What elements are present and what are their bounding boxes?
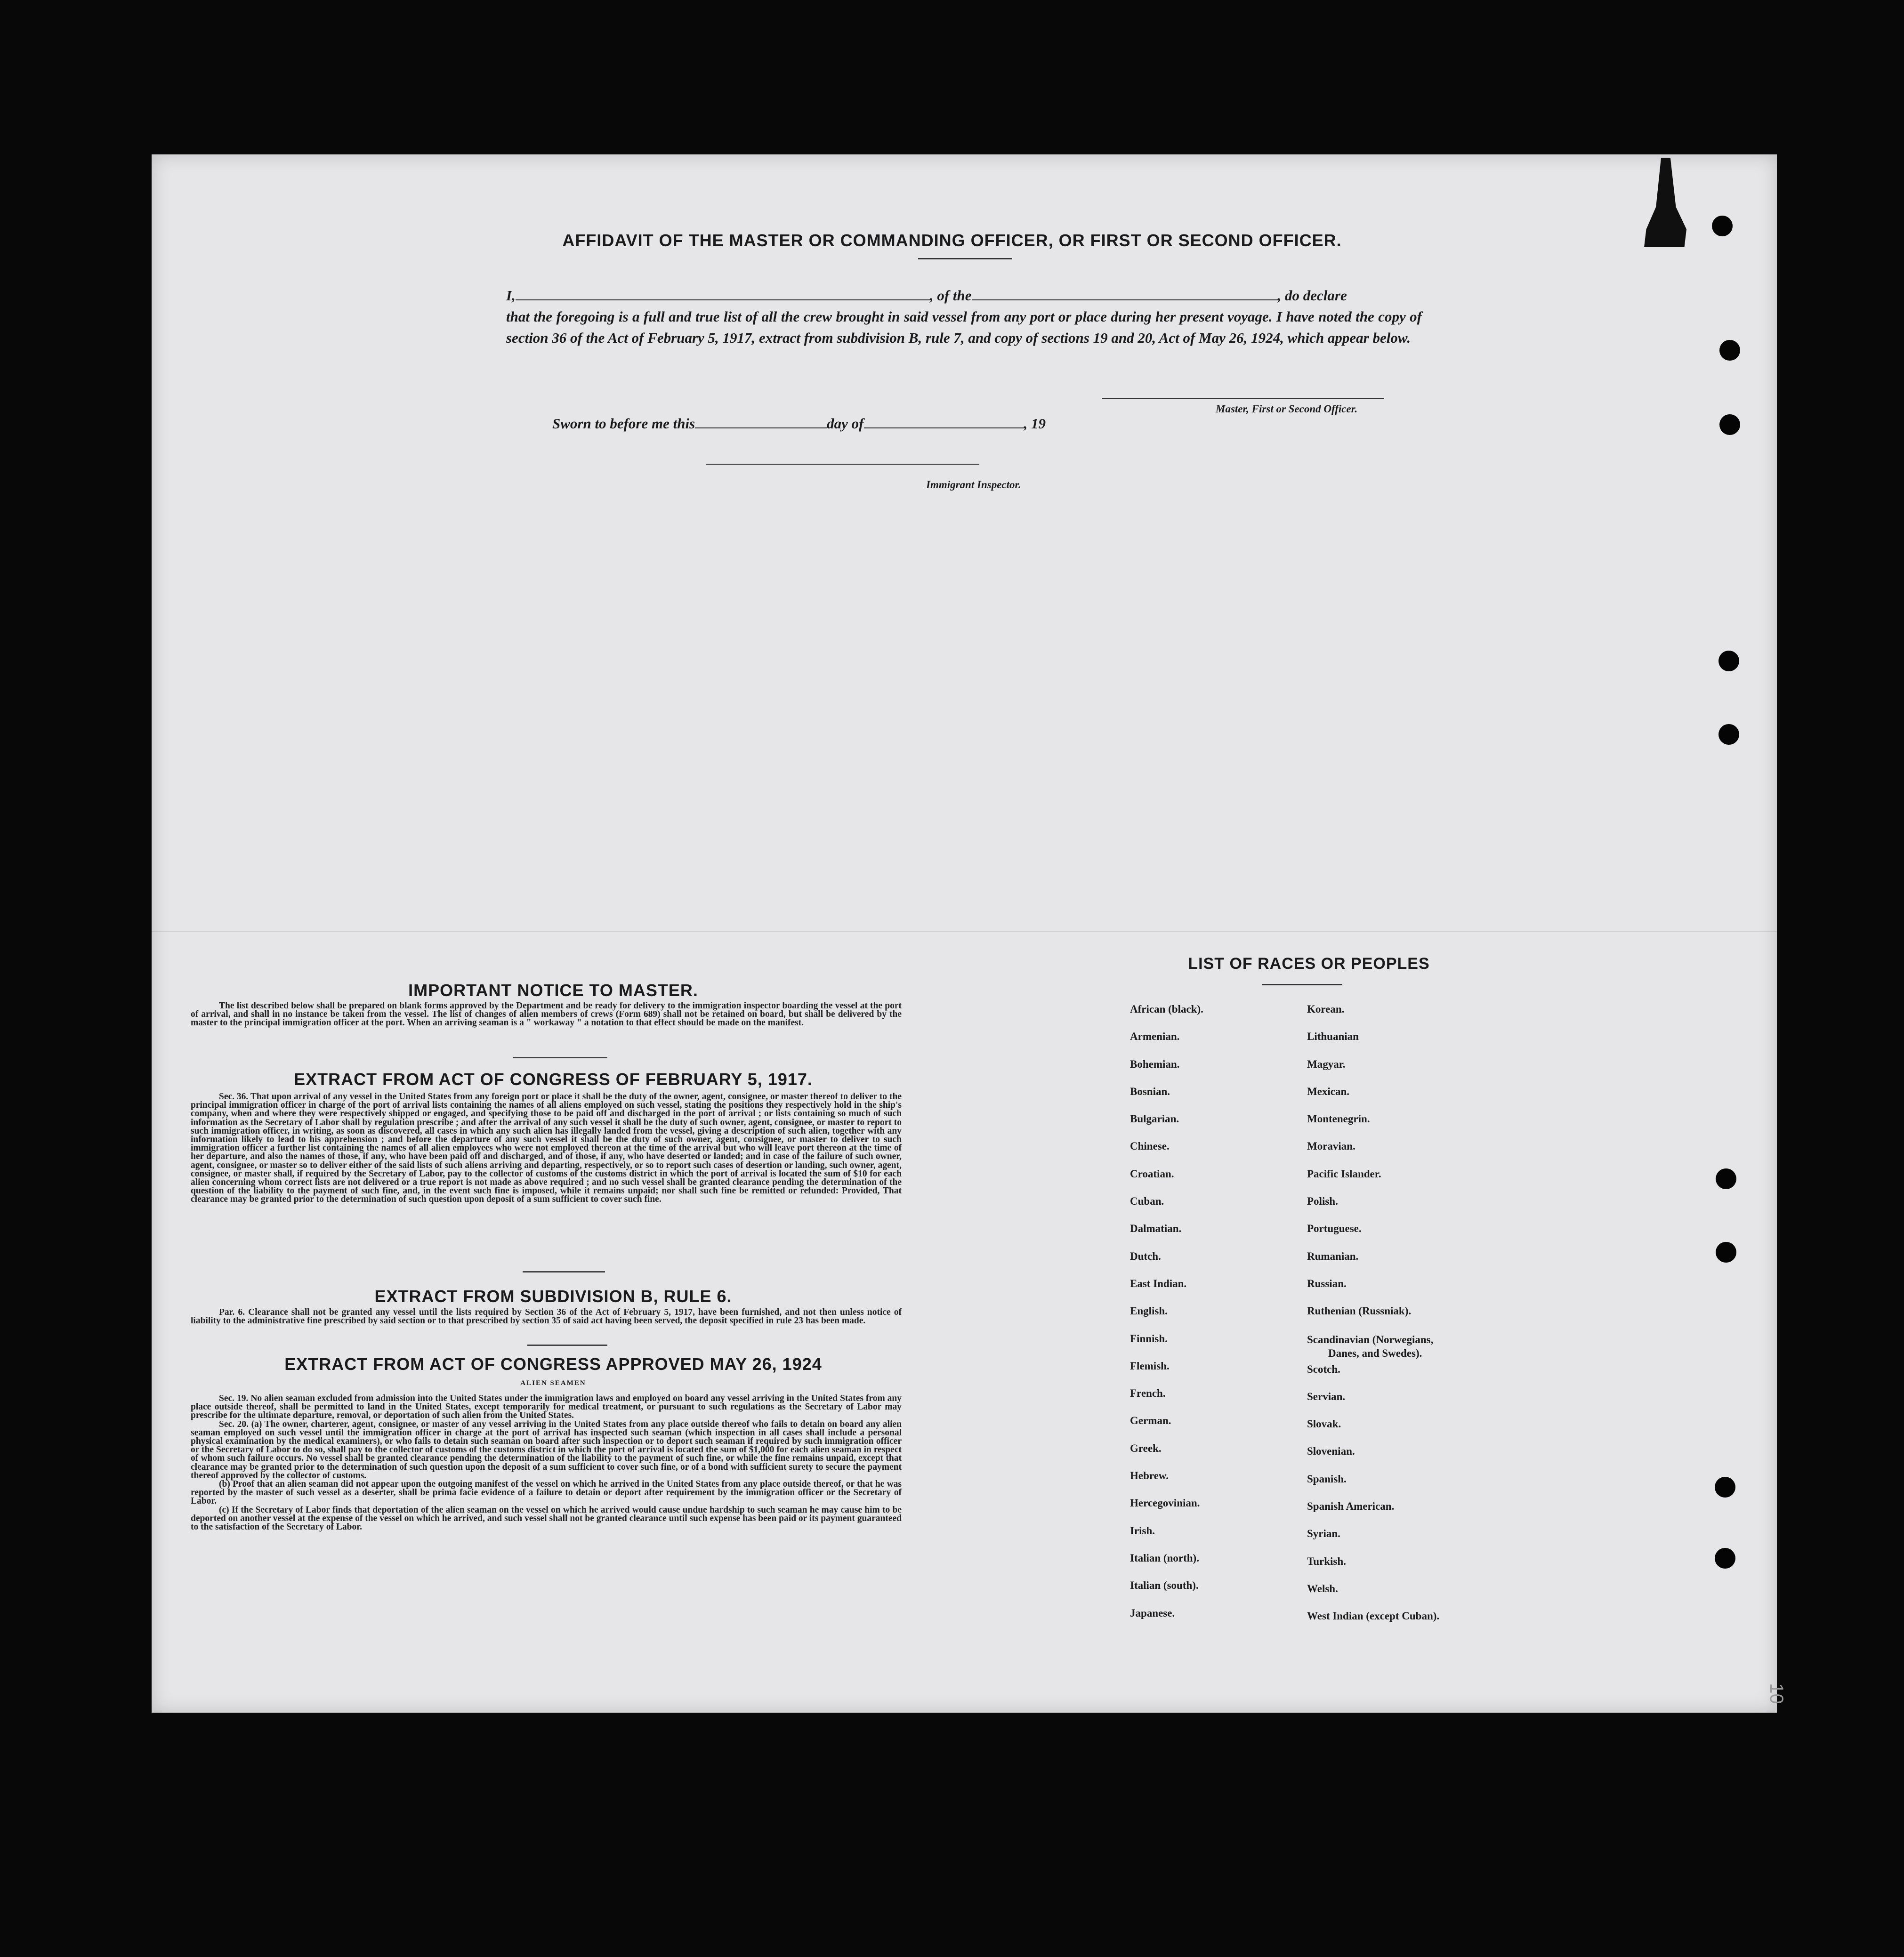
punch-hole bbox=[1719, 414, 1740, 435]
race-item: Mexican. bbox=[1307, 1085, 1350, 1097]
race-item: West Indian (except Cuban). bbox=[1307, 1610, 1440, 1622]
extract-1924-text bbox=[191, 1394, 902, 1531]
race-item-scandinavian-cont: Danes, and Swedes). bbox=[1328, 1347, 1422, 1359]
race-item: Spanish American. bbox=[1307, 1500, 1395, 1513]
race-item: Croatian. bbox=[1130, 1168, 1174, 1180]
punch-hole bbox=[1718, 651, 1739, 671]
affidavit-i-label: I, bbox=[506, 287, 516, 304]
race-item: Italian (north). bbox=[1130, 1552, 1199, 1564]
punch-hole bbox=[1715, 1548, 1735, 1569]
race-item: East Indian. bbox=[1130, 1277, 1187, 1289]
race-item: Russian. bbox=[1307, 1277, 1347, 1289]
race-item-scandinavian: Scandinavian (Norwegians, bbox=[1307, 1333, 1434, 1345]
punch-hole bbox=[1716, 1168, 1736, 1189]
extract-1924-title: EXTRACT FROM ACT OF CONGRESS APPROVED MAY 26, 1924 bbox=[284, 1354, 822, 1374]
race-item: Japanese. bbox=[1130, 1607, 1175, 1619]
affidavit-title: AFFIDAVIT OF THE MASTER OR COMMANDING OFFICER, OR FIRST OR SECOND OFFICER. bbox=[562, 231, 1342, 250]
inspector-signature-line[interactable] bbox=[706, 464, 979, 465]
race-item: Cuban. bbox=[1130, 1195, 1164, 1208]
page-number: 10 bbox=[1766, 1683, 1787, 1704]
sworn-day-blank[interactable] bbox=[695, 416, 827, 428]
race-item: Dalmatian. bbox=[1130, 1223, 1182, 1235]
affidavit-declare-label: , do declare bbox=[1277, 287, 1347, 304]
race-item: Servian. bbox=[1307, 1390, 1346, 1402]
fold-line bbox=[152, 931, 1777, 932]
race-item: African (black). bbox=[1130, 1003, 1203, 1015]
par-6-paragraph: Par. 6. Clearance shall not be granted any vessel until the lists required by Section 36 of the Act of February 5, 1917, have been furnished, and not then unless notice of liability to the administrative fine prescribed by said section or to that prescribed by section 35 of said act having been served, the deposit specified in rule 23 has been made. bbox=[191, 1307, 902, 1326]
race-item: Spanish. bbox=[1307, 1473, 1347, 1485]
notice-title: IMPORTANT NOTICE TO MASTER. bbox=[408, 981, 698, 1000]
race-item: Welsh. bbox=[1307, 1582, 1338, 1595]
race-item: Irish. bbox=[1130, 1524, 1155, 1537]
race-item: Montenegrin. bbox=[1307, 1113, 1370, 1125]
race-item: Greek. bbox=[1130, 1442, 1162, 1454]
race-item: Moravian. bbox=[1307, 1140, 1355, 1152]
race-item: Turkish. bbox=[1307, 1555, 1346, 1567]
race-item: Ruthenian (Russniak). bbox=[1307, 1305, 1412, 1317]
races-title-rule bbox=[1262, 984, 1342, 985]
race-item: Magyar. bbox=[1307, 1058, 1346, 1070]
affidavit-declaration bbox=[506, 285, 1422, 348]
race-item: Slovenian. bbox=[1307, 1445, 1355, 1458]
section-20b-paragraph: (b) Proof that an alien seaman did not appear upon the outgoing manifest of the vessel on which he arrived in the United States from any place outside thereof, or that he was reported by the master of such vessel as a deserter, shall be prima facie evidence of a failure to detain or deport after requirement by the immigration officer or the Secretary of Labor. bbox=[191, 1479, 902, 1506]
section-36-paragraph: Sec. 36. That upon arrival of any vessel in the United States from any foreign port or place it shall be the duty of the owner, agent, consignee, or master thereof to deliver to the principal immigration officer in charge of the port of arrival lists containing the names of all aliens employed on such vessel, stating the positions they respectively hold in the ship's company, when and where they were respectively shipped or engaged, and specifying those to be paid off and discharged in the port of arrival ; or lists containing so much of such information as the Secretary of Labor shall by regulation prescribe ; and after the arrival of any such vessel it shall be the duty of such owner, agent, consignee, or master to report to such immigration officer, in writing, as soon as discovered, all cases in which any such alien has illegally landed from the vessel, giving a description of such alien, together with any information likely to lead to his apprehension ; and before the departure of any such vessel it shall be the duty of such owner, agent, consignee, or master to deliver to such immigration officer a further list containing the names of all alien employees who were not employed thereon at the time of the arrival but who will leave port thereon at the time of her departure, and also the names of those, if any, who have been paid off and discharged, and of those, if any, who have deserted or landed; and in case of the failure of such owner, agent, consignee, or master so to deliver either of the said lists of such aliens arriving and departing, respectively, or so to report such cases of desertion or landing, such owner, agent, consignee, or master shall, if required by the Secretary of Labor, pay to the collector of customs of the customs district in which the port of arrival is located the sum of $10 for each alien concerning whom correct lists are not delivered or a true report is not made as above required ; and no such vessel shall be granted clearance pending the determination of the question of the liability to the payment of such fine, and, in the event such fine is imposed, while it remains unpaid; nor shall such fine be remitted or refunded: Provided, That clearance may be granted prior to the determination of such question upon deposit of a sum sufficient to cover such fine. bbox=[191, 1092, 902, 1205]
section-rule bbox=[513, 1057, 607, 1058]
race-item: Lithuanian bbox=[1307, 1031, 1359, 1043]
section-19-paragraph: Sec. 19. No alien seaman excluded from admission into the United States under the immigration laws and employed on board any vessel arriving in the United States from any place outside thereof, shall be permitted to land in the United States, except temporarily for medical treatment, or pursuant to such regulations as the Secretary of Labor may prescribe for the ultimate departure, removal, or deportation of such alien from the United States. bbox=[191, 1393, 902, 1421]
day-of-label: day of bbox=[827, 415, 864, 432]
race-item: Bulgarian. bbox=[1130, 1113, 1179, 1125]
punch-hole bbox=[1715, 1477, 1735, 1498]
inspector-caption: Immigrant Inspector. bbox=[926, 479, 1021, 491]
race-item: Chinese. bbox=[1130, 1140, 1170, 1152]
race-item: Hercegovinian. bbox=[1130, 1497, 1200, 1509]
race-item: Syrian. bbox=[1307, 1528, 1340, 1540]
race-item: English. bbox=[1130, 1305, 1168, 1317]
master-name-blank[interactable] bbox=[516, 288, 930, 300]
races-right-column bbox=[1307, 1003, 1439, 1638]
section-20c-paragraph: (c) If the Secretary of Labor finds that deportation of the alien seaman on the vessel on which he arrived would cause undue hardship to such seaman he may cause him to be deported on another vessel at the expense of the vessel on which he arrived, and such vessel shall not be granted clearance until such expense has been paid or its payment guaranteed to the satisfaction of the Secretary of Labor. bbox=[191, 1505, 902, 1532]
race-item: German. bbox=[1130, 1415, 1171, 1427]
race-item: Rumanian. bbox=[1307, 1250, 1359, 1262]
vessel-name-blank[interactable] bbox=[972, 288, 1278, 300]
section-rule bbox=[527, 1345, 607, 1346]
race-item: Pacific Islander. bbox=[1307, 1168, 1381, 1180]
races-title: LIST OF RACES OR PEOPLES bbox=[1188, 955, 1430, 973]
race-item: Korean. bbox=[1307, 1003, 1345, 1015]
year-label: , 19 bbox=[1024, 415, 1046, 432]
races-left-column bbox=[1130, 1003, 1203, 1635]
extract-rule6-title: EXTRACT FROM SUBDIVISION B, RULE 6. bbox=[374, 1287, 732, 1306]
punch-hole bbox=[1718, 724, 1739, 745]
race-item: Dutch. bbox=[1130, 1250, 1161, 1262]
race-item: Flemish. bbox=[1130, 1360, 1170, 1372]
race-item: Polish. bbox=[1307, 1195, 1338, 1208]
race-item bbox=[1307, 1333, 1439, 1363]
race-item: Armenian. bbox=[1130, 1031, 1180, 1043]
sworn-month-blank[interactable] bbox=[864, 416, 1024, 428]
notice-text bbox=[191, 1002, 902, 1028]
sworn-label: Sworn to before me this bbox=[552, 415, 695, 432]
section-20a-paragraph: Sec. 20. (a) The owner, charterer, agent, consignee, or master of any vessel arriving in the United States from any place outside thereof who fails to detain on board any alien seaman employed on such vessel until the immigration officer in charge at the port of arrival has inspected such seaman (which inspection in all cases shall include a personal physical examination by the medical examiners), or who fails to detain such seaman on board after such inspection or to deport such seaman if required by such immigration officer or the Secretary of Labor to do so, shall pay to the collector of customs of the customs district in which the port of arrival is located the sum of $1,000 for each alien seaman in respect of whom such failure occurs. No vessel shall be granted clearance pending the determination of the liability to the payment of such fine, or while the fine remains unpaid, except that clearance may be granted prior to the determination of such question upon the deposit of a sum sufficient to cover such fine, or of a bond with sufficient surety to secure the payment thereof approved by the collector of customs. bbox=[191, 1419, 902, 1481]
affidavit-of-the-label: , of the bbox=[929, 287, 972, 304]
race-item: Scotch. bbox=[1307, 1363, 1340, 1375]
extract-1917-title: EXTRACT FROM ACT OF CONGRESS OF FEBRUARY 5, 1917. bbox=[294, 1070, 813, 1089]
punch-hole bbox=[1716, 1242, 1736, 1263]
race-item: Hebrew. bbox=[1130, 1470, 1169, 1482]
affidavit-body: that the foregoing is a full and true list of all the crew brought in said vessel from any port or place during her present voyage. I have noted the copy of section 36 of the Act of February 5, 1917, extract from subdivision B, rule 7, and copy of sections 19 and 20, Act of May 26, 1924, which appear below. bbox=[506, 308, 1422, 346]
sworn-line bbox=[552, 415, 1046, 432]
race-item: Italian (south). bbox=[1130, 1579, 1199, 1592]
alien-seamen-subtitle: ALIEN SEAMEN bbox=[520, 1379, 586, 1387]
section-rule bbox=[523, 1271, 605, 1272]
affidavit-first-line bbox=[506, 285, 1422, 306]
race-item: Bosnian. bbox=[1130, 1085, 1170, 1097]
race-item: Finnish. bbox=[1130, 1332, 1168, 1345]
notice-paragraph: The list described below shall be prepared on blank forms approved by the Department and be ready for delivery to the immigration inspector boarding the vessel at the port of arrival, and shall in no instance be taken from the vessel. The list of changes of alien members of crews (Form 689) shall not be retained on board, but shall be delivered by the master to the principal immigration officer at the port. When an arriving seaman is a " workaway " a notation to that effect should be made on the manifest. bbox=[191, 1001, 902, 1028]
punch-hole bbox=[1719, 340, 1740, 361]
master-signature-line[interactable] bbox=[1102, 398, 1384, 399]
extract-1917-text bbox=[191, 1093, 902, 1204]
extract-rule6-text bbox=[191, 1308, 902, 1325]
race-item: Bohemian. bbox=[1130, 1058, 1180, 1070]
race-item: Slovak. bbox=[1307, 1418, 1341, 1430]
affidavit-title-rule bbox=[918, 258, 1012, 259]
master-caption: Master, First or Second Officer. bbox=[1216, 403, 1358, 415]
race-item: French. bbox=[1130, 1387, 1166, 1400]
race-item: Portuguese. bbox=[1307, 1223, 1362, 1235]
